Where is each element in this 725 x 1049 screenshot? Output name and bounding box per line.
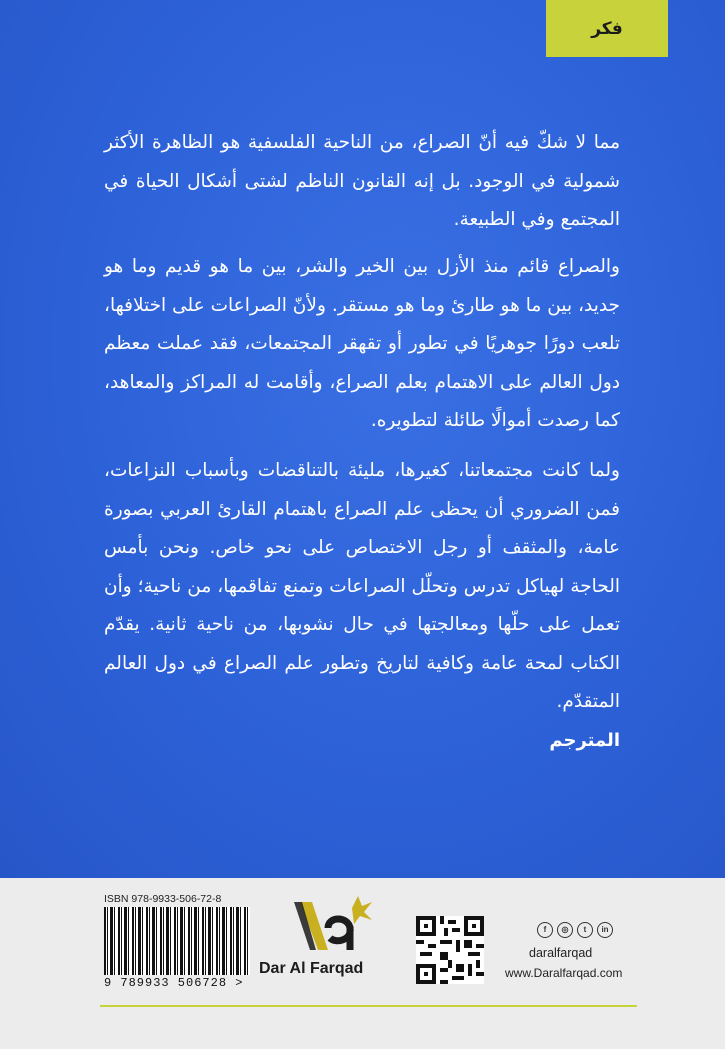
social-links: [537, 922, 613, 938]
isbn-label: ISBN 978-9933-506-72-8: [104, 893, 222, 905]
barcode-digits: 9 789933 506728 >: [104, 976, 244, 990]
barcode: [104, 907, 250, 975]
category-tag: فكر: [546, 0, 668, 57]
paragraph-1: مما لا شكّ فيه أنّ الصراع، من الناحية الفلسفية هو الظاهرة الأكثر شمولية في الوجود. بل إنه القانون الناظم لشتى أشكال الحياة في المجتمع وفي الطبيعة.: [104, 132, 620, 230]
publisher-name: Dar Al Farqad: [259, 960, 364, 977]
translator-signature: المترجم: [549, 730, 620, 751]
website-link: www.Daralfarqad.com: [505, 966, 623, 980]
paragraph-2: والصراع قائم منذ الأزل بين الخير والشر، بين ما هو قديم وما هو جديد، بين ما هو طارئ وما هو مستقر. ولأنّ الصراعات على اختلافها، تلعب دورًا جوهريًا في تطور أو تقهقر المجتمعات، فقد عملت معظم دول العالم على الاهتمام بعلم الصراع، وأقامت له المراكز والمعاهد، كما رصدت أموالًا طائلة لتطويره.: [104, 256, 620, 431]
publisher-logo-icon: [292, 894, 378, 960]
paragraph-3: ولما كانت مجتمعاتنا، كغيرها، مليئة بالتناقضات وبأسباب النزاعات، فمن الضروري أن يحظى علم الصراع باهتمام القارئ العربي بصورة عامة، والمثقف أو رجل الاختصاص على نحو خاص. ونحن بأمس الحاجة لهياكل تدرس وتحلّل الصراعات وتمنع تفاقمها، من ناحية؛ وأن تعمل على حلّها ومعالجتها في حال نشوبها، من ناحية ثانية. يقدّم الكتاب لمحة عامة وكافية لتاريخ وتطور علم الصراع في دول العالم المتقدّم.: [104, 460, 620, 712]
accent-rule: [100, 1005, 637, 1007]
social-handle: daralfarqad: [529, 946, 593, 960]
twitter-icon: t: [577, 922, 593, 938]
facebook-icon: f: [537, 922, 553, 938]
instagram-icon: ◎: [557, 922, 573, 938]
linkedin-icon: in: [597, 922, 613, 938]
qr-code-icon: [416, 916, 484, 984]
